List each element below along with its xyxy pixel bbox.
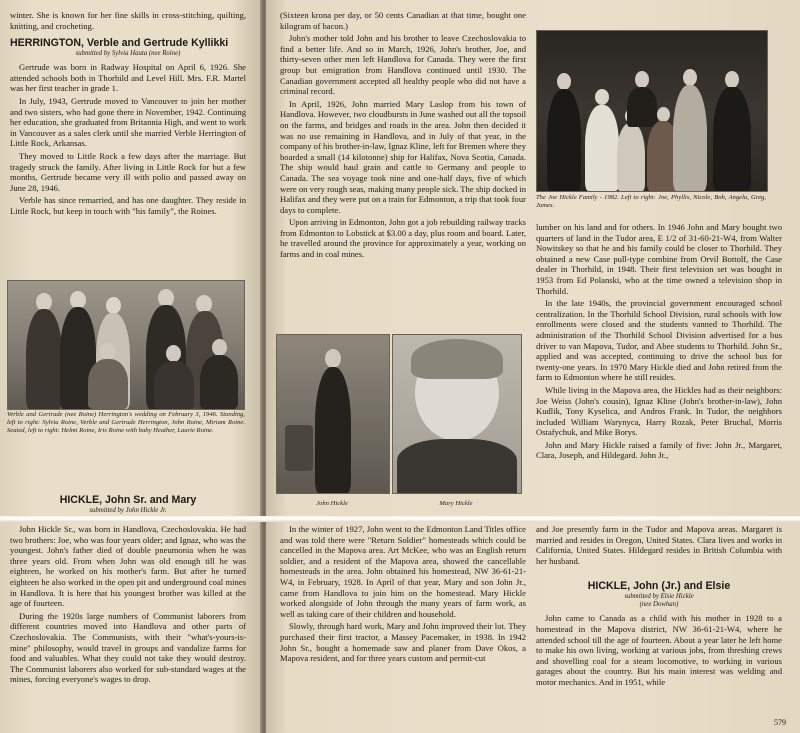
col3-paragraph: John and Mary Hickle raised a family of five: John Jr., Margaret, Clara, Joseph, and Hildegard. John Jr.,: [536, 439, 782, 461]
right-page: [266, 0, 800, 733]
hickle-jr-submitted-maiden: (nee Dowhan): [639, 601, 679, 609]
col2-paragraph: Upon arriving in Edmonton, John got a job rebuilding railway tracks from Edmonton to Lobstick at $3.00 a day, plus room and board. Later, he travelled around the province for approximately a year, working on farms and in coal mines.: [280, 217, 526, 260]
hickle-jr-submitted: submitted by Elsie Hickle: [624, 593, 694, 601]
hickle-jr-heading: HICKLE, John (Jr.) and Elsie: [587, 580, 731, 593]
hickle-jr-paragraph: John came to Canada as a child with his mother in 1928 to a homestead in the Mapova district, NW 36-61-21-W4, where he attended school till the age of fourteen. About a year later he left home to make his own living, working at various jobs, from threshing crews and shovelling coal for a steam locomotive, to working in various garages about the country. But his main interest was welding and motor mechanics. And in 1951, while: [536, 613, 782, 687]
herrington-paragraph: Gertrude was born in Radway Hospital on April 6, 1926. She attended schools both in Thorhild and Level Hill. Mrs. F.R. Martel was her first teacher in grade 1.: [10, 62, 246, 94]
herrington-submitted: submitted by Sylvia Hauta (nee Roine): [75, 50, 181, 58]
wedding-photo: [7, 280, 245, 410]
col3-paragraph: lumber on his land and for others. In 1946 John and Mary bought two quarters of land in the Tudor area, E 1/2 of 31-60-21-W4, from Walter Nowitskey so that he and his family could be closer to Thorhild. They obtained a new Case pull-type combine from Orvil Bottolf, the Case dealer in Thorhild, in 1948. Their first television set was bought in 1953 from Ed Polanski, who at the time owned a television shop in Thorhild.: [536, 222, 782, 296]
joe-hickle-family-photo: [536, 30, 768, 192]
scan-fold-line: [0, 516, 800, 522]
right-column-middle-lower: [280, 524, 526, 666]
herrington-paragraph: They moved to Little Rock a few days after the marriage. But tragedy struck the family. After living in Little Rock for but a few months, Gertrude became very ill with polio and passed away on June 28, 1946.: [10, 150, 246, 193]
col3-paragraph: In the late 1940s, the provincial government encouraged school centralization. In the Thorhild School Division, rural schools with low enrollments were closed and the students vanned to Thorhild. The administration of the Thorhild School Division advertised for a bus driver to van Mapova, Tudor, and Abee students to Thorhild. John Sr., applied and was accepted, continuing to drive the school bus for twenty-one years. In 1970 Mary Hickle died and John retired from the farm to Edmonton where he still resides.: [536, 298, 782, 383]
hickle-sr-section: [10, 492, 246, 519]
right-column-middle-upper: [280, 10, 526, 262]
left-page: [0, 0, 262, 733]
john-hickle-caption: John Hickle: [316, 500, 348, 507]
mary-hickle-photo: [392, 334, 522, 494]
hickle-sr-paragraph: John Hickle Sr., was born in Handlova, Czechoslovakia. He had two brothers: Joe, who was four years older; and Ignaz, who was the youngest. John's father died of double pneumonia when he was three years old. From when John was old enough till he was eighteen, he worked on his mother's farm. But after he turned eighteen he also worked in the open pit and underground coal mines in Handlova. It is here that his youngest brother was killed at the age of fourteen.: [10, 524, 246, 609]
col2-paragraph: John's mother told John and his brother to leave Czechoslovakia to find a better life. And so in March, 1926, John's brother, Joe, and thirty-seven other men left Handlova for Canada. They were the first group but emigration from Handlova continued until 1930. The Canadian government accepted all healthy people who did not have a criminal record.: [280, 33, 526, 97]
col1-top-text: winter. She is known for her fine skills in cross-stitching, quilting, knitting, and crocheting.: [10, 10, 246, 31]
wedding-caption: Verble and Gertrude (nee Roine) Herrington's wedding on February 3, 1946. Standing, left to right: Sylvia Roine, Verble and Gertrude Herrington, John Roine, Miriam Roine. Seated, left to right: Helmi Roine, Iris Roine with baby Heather, Laurie Roine.: [7, 411, 245, 434]
left-column: [10, 10, 246, 219]
hickle-sr-body: [10, 524, 246, 687]
family-photo-caption: The Joe Hickle Family - 1982. Left to right: Joe, Phyllis, Nicole, Bob, Angela, Greg, James.: [536, 194, 766, 209]
col2-paragraph: (Sixteen krona per day, or 50 cents Canadian at that time, bought one kilogram of bacon.): [280, 10, 526, 31]
hickle-sr-submitted: submitted by John Hickle Jr.: [89, 507, 167, 514]
right-column-right-upper: [536, 222, 782, 463]
right-column-right-lower: [536, 524, 782, 690]
herrington-paragraph: Verble has since remarried, and has one daughter. They reside in Little Rock, but keep in touch with "his family", the Roines.: [10, 195, 246, 216]
hickle-sr-heading: HICKLE, John Sr. and Mary: [59, 494, 197, 506]
hickle-sr-paragraph: During the 1920s large numbers of Communist laborers from different countries moved into Handlova and other parts of Czechoslovakia. The Communists, with their "what's-yours-is-mine" philosophy, would travel in groups and vandalize farms for food and valuables. What they could not take they would destroy. The Communist laborers also worked for sub-standard wages at the mines, forcing everyone's wages to drop.: [10, 610, 246, 685]
mary-hickle-caption: Mary Hickle: [439, 500, 473, 507]
herrington-heading: HERRINGTON, Verble and Gertrude Kyllikki: [10, 37, 229, 50]
col3-paragraph: and Joe presently farm in the Tudor and Mapova areas. Margaret is married and resides in Oregon, United States. Clara lives and works in California, United States. Hildegard resides in British Columbia with her husband.: [536, 524, 782, 566]
col2-paragraph: Slowly, through hard work, Mary and John improved their lot. They purchased their first tractor, a Massey Pacemaker, in 1938. In 1942 John Sr., bought a homemade saw and planer from Dave Okos, a Mapova resident, and for three years custom and permit-cut: [280, 621, 526, 664]
page-number: 579: [774, 718, 786, 727]
herrington-paragraph: In July, 1943, Gertrude moved to Vancouver to join her mother and two sisters, who had gone there in November, 1942. Continuing her education, she graduated from Britannia High, and went to work in Vancouver as a sales clerk until she married Verble Herrington of Little Rock, Arkansas.: [10, 95, 246, 149]
john-hickle-photo: [276, 334, 390, 494]
col2-paragraph: In the winter of 1927, John went to the Edmonton Land Titles office and was told there were "Return Soldier" homesteads which could be cancelled in the Mapova area. Art McKee, who was an English return soldier, and a resident of the Mapova area, showed the cancellable homesteads in the area. John obtained his homestead, NW 36-61-21-W4, in February, 1928. In April of that year, Mary and son John Jr., came from Handlova to join him on the homestead. Mary Hickle worked alongside of John through the many years of farm work, as well as taking care of their children and household.: [280, 524, 526, 619]
col2-paragraph: In April, 1926, John married Mary Laslop from his town of Handlova. However, two cloudbursts in June washed out all the topsoil on the farms, and bridges and roads in the area. John then decided it was no use remaining in Handlova, and in July of that year, in the company of his brother-in-law, Ignaz Kline, left for Bremen where they boarded a small (14 kilotonne) ship for Halifax, Nova Scotia, Canada. The ship would haul grain and cattle to Germany and people to Canada. The sea voyage took nine and one-half days, five of which were on very rough seas, making many people sick. The ship docked in Halifax and they were put on a train for Edmonton, a trip that took four days to complete.: [280, 98, 527, 215]
col3-paragraph: While living in the Mapova area, the Hickles had as their neighbors: Joe Weiss (John's cousin), Ignaz Kline (John's brother-in-law), John Kudlik, Tony Kyselica, and Andros Frank. In Tudor, the neighbors included William Warynyca, Harry Rozak, Peter Bruchal, Morris Ostafychuk, and Mike Borys.: [536, 384, 782, 438]
